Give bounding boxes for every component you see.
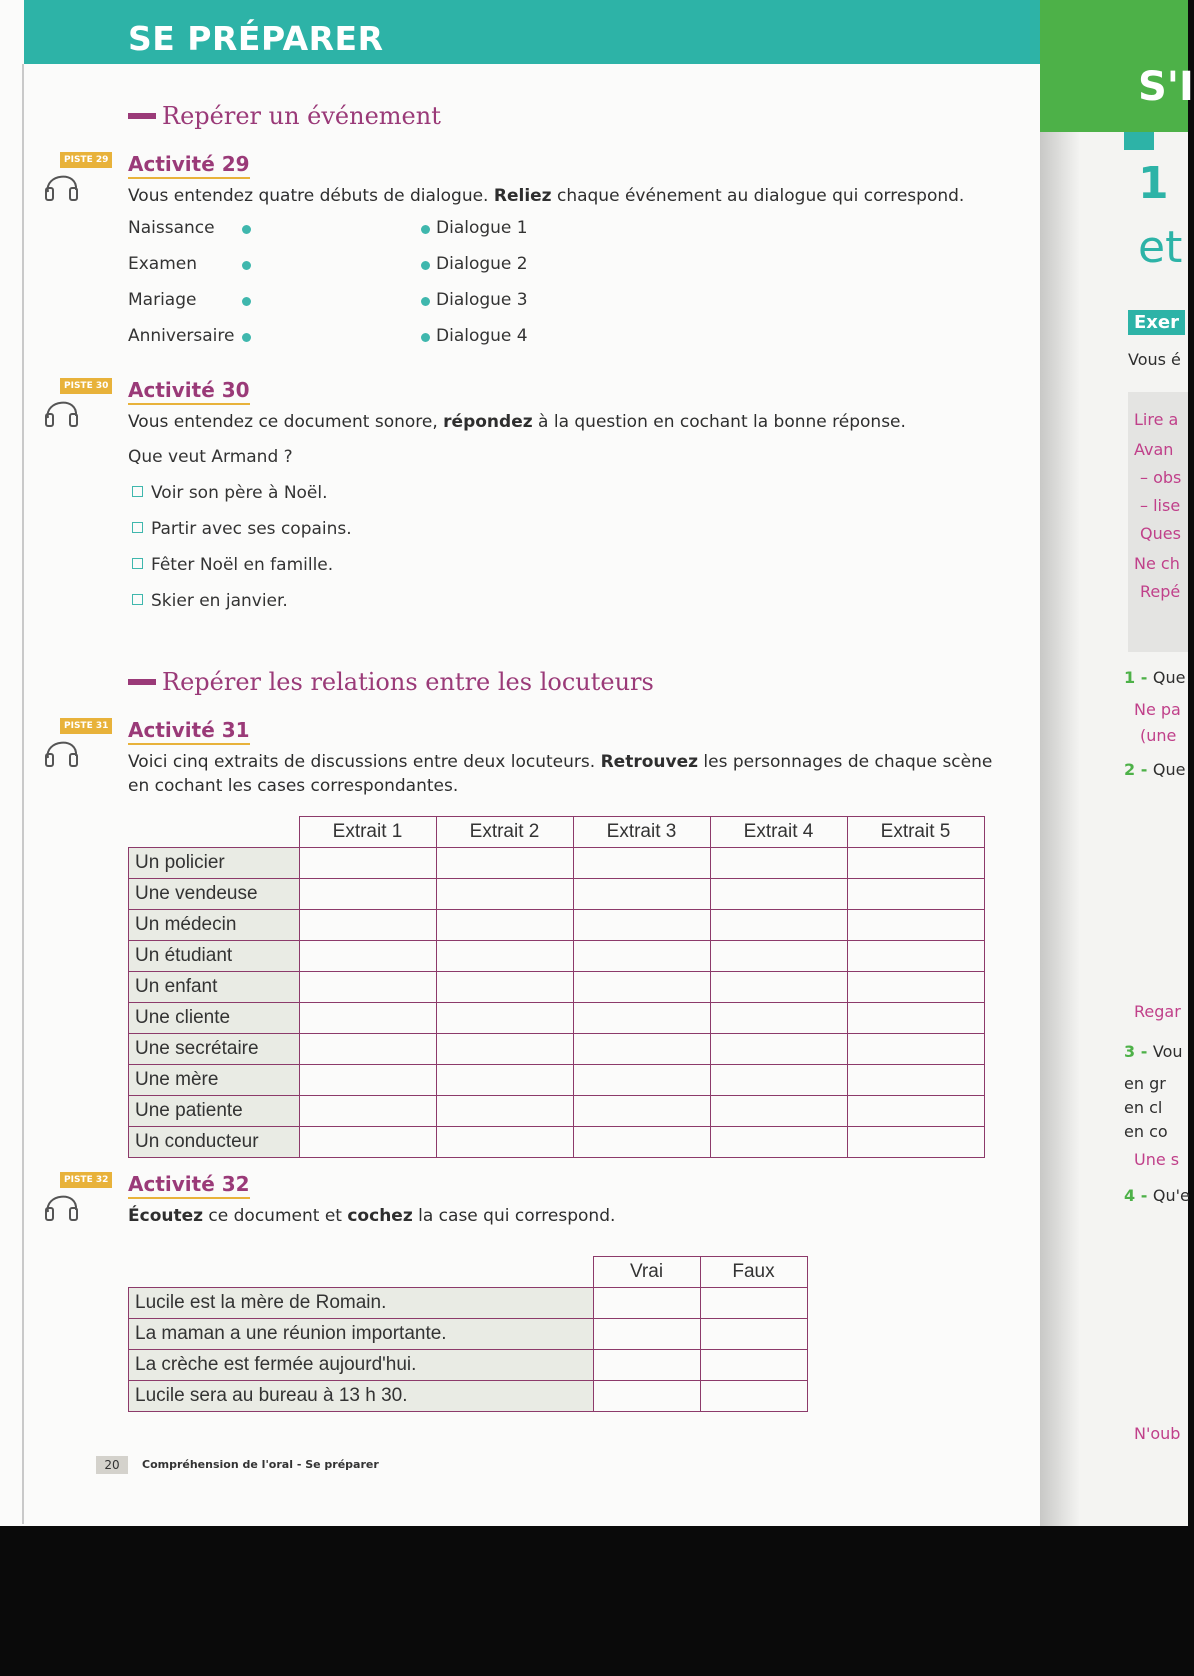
check-cell[interactable] [700,1381,807,1412]
column-header: Extrait 2 [436,817,573,848]
audio-track-29[interactable] [40,152,110,208]
row-label: Une cliente [129,1003,300,1034]
right-text-line: – obs [1140,468,1182,487]
event-anniversaire: Anniversaire [128,326,235,346]
right-text-line: (une [1140,726,1177,745]
check-cell[interactable] [847,1003,984,1034]
row-label: Un enfant [129,972,300,1003]
right-exercise-tag: Exer [1128,310,1185,335]
column-header: Extrait 3 [573,817,710,848]
check-cell[interactable] [436,1003,573,1034]
check-cell[interactable] [593,1381,700,1412]
check-cell[interactable] [299,1127,436,1158]
table-row [129,1127,985,1158]
table-row [129,941,985,972]
activity-title-29: Activité 29 [128,152,250,179]
check-cell[interactable] [847,972,984,1003]
check-cell[interactable] [573,1127,710,1158]
check-cell[interactable] [573,879,710,910]
row-label: Une secrétaire [129,1034,300,1065]
column-header: Vrai [593,1257,700,1288]
right-text-line: 3 - Vou [1124,1042,1183,1061]
check-cell[interactable] [710,1096,847,1127]
check-cell[interactable] [299,910,436,941]
match-dot-left[interactable] [242,261,251,270]
answer-option[interactable]: Voir son père à Noël. [132,483,328,503]
right-text-line: Regar [1134,1002,1181,1021]
match-dot-right[interactable] [421,225,430,234]
column-header: Extrait 1 [299,817,436,848]
right-text-line: Avan [1134,440,1174,459]
instructions-31: Voici cinq extraits de discussions entre deux locuteurs. Retrouvez les personnages de chaque scène en cochant les cases correspondantes. [128,752,993,796]
check-cell[interactable] [573,1096,710,1127]
check-cell[interactable] [700,1350,807,1381]
right-text-line: en gr [1124,1074,1166,1093]
check-cell[interactable] [710,1065,847,1096]
right-text-line: N'oub [1134,1424,1181,1443]
headphones-icon [42,388,82,430]
audio-track-30[interactable] [40,378,110,434]
footer-caption: Compréhension de l'oral - Se préparer [142,1458,379,1471]
headphones-icon [42,162,82,204]
table-row [129,1350,808,1381]
right-text-line: Ques [1140,524,1181,543]
statement-label: La maman a une réunion importante. [129,1319,594,1350]
check-cell[interactable] [710,972,847,1003]
headphones-icon [42,728,82,770]
dialogue-3: Dialogue 3 [436,290,528,310]
statement-label: Lucile est la mère de Romain. [129,1288,594,1319]
table-row [129,910,985,941]
piste-tag: PISTE 29 [60,152,112,168]
check-cell[interactable] [299,848,436,879]
check-cell[interactable] [299,941,436,972]
subsection-heading-text: Repérer un événement [162,102,441,130]
answer-option[interactable]: Skier en janvier. [132,591,288,611]
dialogue-4: Dialogue 4 [436,326,528,346]
check-cell[interactable] [436,848,573,879]
piste-tag: PISTE 32 [60,1172,112,1188]
audio-track-32[interactable] [40,1172,110,1228]
right-text-line: Ne ch [1134,554,1180,573]
row-label: Une mère [129,1065,300,1096]
dialogue-1: Dialogue 1 [436,218,528,238]
right-text-line: – lise [1140,496,1181,515]
corner-cell [129,817,300,848]
dialogue-2: Dialogue 2 [436,254,528,274]
instructions-32: Écoutez ce document et cochez la case qui correspond. [128,1206,616,1226]
column-header: Extrait 5 [847,817,984,848]
row-label: Une vendeuse [129,879,300,910]
row-label: Un étudiant [129,941,300,972]
match-dot-right[interactable] [421,297,430,306]
right-grey-box [1128,392,1188,652]
check-cell[interactable] [847,1127,984,1158]
section-title: SE PRÉPARER [128,19,384,58]
instructions-29: Vous entendez quatre débuts de dialogue. Reliez chaque événement au dialogue qui correspond. [128,186,965,206]
check-cell[interactable] [593,1350,700,1381]
checkbox[interactable] [132,486,143,497]
check-cell[interactable] [573,1065,710,1096]
check-cell[interactable] [436,910,573,941]
table-row [129,1319,808,1350]
checkbox[interactable] [132,558,143,569]
corner-cell [129,1257,594,1288]
margin-line [22,64,24,1524]
answer-option[interactable]: Partir avec ses copains. [132,519,352,539]
table-row [129,848,985,879]
subsection-heading-text: Repérer les relations entre les locuteurs [162,668,654,696]
piste-tag: PISTE 31 [60,718,112,734]
activity-title-32: Activité 32 [128,1172,250,1199]
check-cell[interactable] [593,1319,700,1350]
table-row [129,1381,808,1412]
right-accent-bar [1124,132,1154,150]
check-cell[interactable] [710,879,847,910]
table-row [129,1288,808,1319]
headphones-icon [42,1182,82,1224]
check-cell[interactable] [710,941,847,972]
check-cell[interactable] [710,1127,847,1158]
check-cell[interactable] [573,1003,710,1034]
check-cell[interactable] [573,941,710,972]
check-cell[interactable] [299,879,436,910]
right-text-line: 2 - Que [1124,760,1186,779]
right-big-word: et [1138,222,1183,273]
match-dot-left[interactable] [242,225,251,234]
table-row [129,1034,985,1065]
table-row [129,972,985,1003]
check-cell[interactable] [700,1288,807,1319]
right-big-number: 1 [1138,158,1169,209]
check-cell[interactable] [710,1003,847,1034]
check-cell[interactable] [847,1034,984,1065]
check-cell[interactable] [436,879,573,910]
table-row [129,1096,985,1127]
check-cell[interactable] [573,910,710,941]
checkbox[interactable] [132,594,143,605]
right-text-line: en cl [1124,1098,1163,1117]
check-cell[interactable] [700,1319,807,1350]
activity-title-30: Activité 30 [128,378,250,405]
true-false-grid [128,1256,808,1412]
check-cell[interactable] [299,1003,436,1034]
audio-track-31[interactable] [40,718,110,774]
check-cell[interactable] [573,1034,710,1065]
characters-grid [128,816,985,1158]
subsection-heading-event [128,102,441,130]
check-cell[interactable] [436,941,573,972]
statement-label: Lucile sera au bureau à 13 h 30. [129,1381,594,1412]
column-header: Faux [700,1257,807,1288]
right-section-title: S'I [1138,64,1194,110]
check-cell[interactable] [847,1065,984,1096]
check-cell[interactable] [593,1288,700,1319]
match-dot-right[interactable] [421,333,430,342]
check-cell[interactable] [436,972,573,1003]
column-header: Extrait 4 [710,817,847,848]
right-text-line: Vous é [1128,350,1181,369]
binding-shadow [1040,0,1080,1526]
check-cell[interactable] [436,1034,573,1065]
check-cell[interactable] [710,848,847,879]
row-label: Un médecin [129,910,300,941]
answer-option[interactable]: Fêter Noël en famille. [132,555,333,575]
right-text-line: 4 - Qu'e [1124,1186,1190,1205]
check-cell[interactable] [573,972,710,1003]
match-dot-left[interactable] [242,297,251,306]
checkbox[interactable] [132,522,143,533]
row-label: Un conducteur [129,1127,300,1158]
check-cell[interactable] [847,1096,984,1127]
right-text-line: en co [1124,1122,1168,1141]
check-cell[interactable] [299,972,436,1003]
check-cell[interactable] [710,910,847,941]
right-text-line: Une s [1134,1150,1180,1169]
event-examen: Examen [128,254,198,274]
question-30: Que veut Armand ? [128,447,293,467]
check-cell[interactable] [847,910,984,941]
subsection-heading-relations [128,668,654,696]
check-cell[interactable] [710,1034,847,1065]
check-cell[interactable] [847,941,984,972]
activity-title-31: Activité 31 [128,718,250,745]
right-text-line: Repé [1140,582,1181,601]
check-cell[interactable] [847,879,984,910]
right-text-line: 1 - Que [1124,668,1186,687]
check-cell[interactable] [847,848,984,879]
row-label: Un policier [129,848,300,879]
event-mariage: Mariage [128,290,197,310]
check-cell[interactable] [299,1096,436,1127]
statement-label: La crèche est fermée aujourd'hui. [129,1350,594,1381]
piste-tag: PISTE 30 [60,378,112,394]
right-text-line: Ne pa [1134,700,1181,719]
check-cell[interactable] [436,1065,573,1096]
page-number: 20 [96,1456,128,1474]
check-cell[interactable] [436,1096,573,1127]
check-cell[interactable] [299,1065,436,1096]
table-row [129,1065,985,1096]
row-label: Une patiente [129,1096,300,1127]
check-cell[interactable] [436,1127,573,1158]
event-naissance: Naissance [128,218,215,238]
table-row [129,879,985,910]
check-cell[interactable] [299,1034,436,1065]
match-dot-right[interactable] [421,261,430,270]
check-cell[interactable] [573,848,710,879]
match-dot-left[interactable] [242,333,251,342]
table-row [129,1003,985,1034]
right-text-line: Lire a [1134,410,1179,429]
instructions-30: Vous entendez ce document sonore, répondez à la question en cochant la bonne réponse. [128,412,906,432]
